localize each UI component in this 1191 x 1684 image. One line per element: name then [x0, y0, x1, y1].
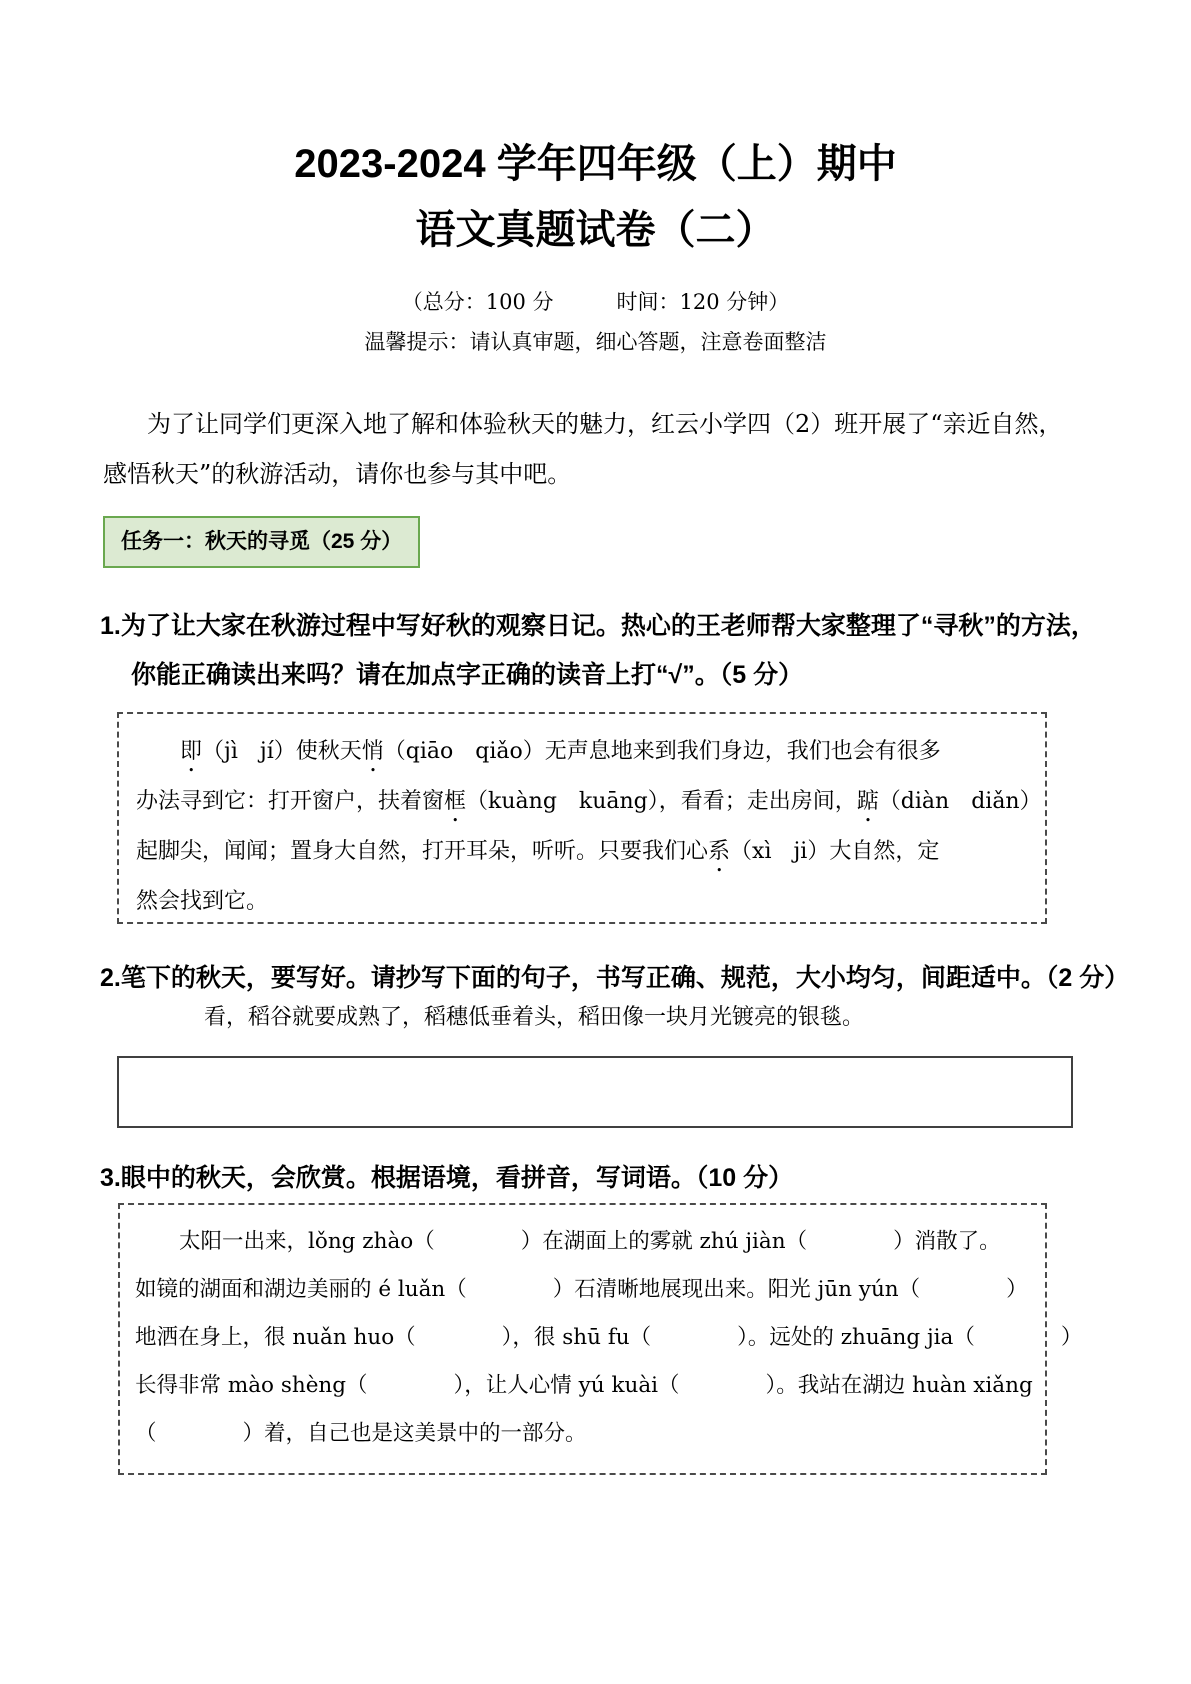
- warm-tip: 温馨提示：请认真审题，细心答题，注意卷面整洁: [364, 330, 827, 354]
- exam-title-line1: 2023-2024 学年四年级（上）期中: [294, 142, 897, 186]
- intro-paragraph-line1: 为了让同学们更深入地了解和体验秋天的魅力，红云小学四（2）班开展了“亲近自然，: [147, 410, 1063, 438]
- q3-pinyin-passage-box: [118, 1203, 1083, 1475]
- passage-line: 长得非常 mào shèng（ ），让人心情 yú kuài（ ）。我站在湖边 huàn xiǎng: [135, 1373, 1033, 1398]
- q2-copy-sentence: 看，稻谷就要成熟了，稻穗低垂着头，稻田像一块月光镀亮的银毯。: [204, 1005, 865, 1030]
- question2-stem: 2.笔下的秋天，要写好。请抄写下面的句子，书写正确、规范，大小均匀，间距适中。（2 分）: [100, 964, 1130, 992]
- task1-banner: 任务一：秋天的寻觅（25 分）: [103, 516, 420, 568]
- question3-stem: 3.眼中的秋天，会欣赏。根据语境，看拼音，写词语。（10 分）: [100, 1164, 794, 1192]
- intro-paragraph-line2: 感悟秋天”的秋游活动，请你也参与其中吧。: [103, 460, 572, 488]
- passage-line: 太阳一出来，lǒng zhào（ ）在湖面上的雾就 zhú jiàn（ ）消散了。: [179, 1229, 1001, 1254]
- passage-line: 即（jì jí）使秋天悄（qiāo qiǎo）无声息地来到我们身边，我们也会有很多: [180, 739, 941, 764]
- passage-line: 地洒在身上，很 nuǎn huo（ ），很 shū fu（ ）。远处的 zhuāng jia（ ）: [135, 1325, 1083, 1350]
- score-time-info: （总分：100 分 时间：120 分钟）: [401, 290, 790, 314]
- passage-line: 办法寻到它：打开窗户，扶着窗框（kuàng kuāng），看看；走出房间，踮（diàn diǎn）: [136, 789, 1042, 814]
- q1-pinyin-passage-box: [117, 712, 1047, 924]
- passage-line: （ ）着，自己也是这美景中的一部分。: [135, 1421, 587, 1446]
- passage-line: 起脚尖，闻闻；置身大自然，打开耳朵，听听。只要我们心系（xì ji）大自然，定: [136, 839, 940, 864]
- passage-line: 如镜的湖面和湖边美丽的 é luǎn（ ）石清晰地展现出来。阳光 jūn yún（ ）: [135, 1277, 1028, 1302]
- question1-stem-line1: 1.为了让大家在秋游过程中写好秋的观察日记。热心的王老师帮大家整理了“寻秋”的方法，: [100, 612, 1096, 640]
- q2-writing-answer-box: [117, 1056, 1073, 1128]
- exam-title-line2: 语文真题试卷（二）: [415, 208, 776, 252]
- question1-stem-line2: 你能正确读出来吗？请在加点字正确的读音上打“√”。（5 分）: [131, 661, 804, 689]
- passage-line: 然会找到它。: [136, 889, 269, 914]
